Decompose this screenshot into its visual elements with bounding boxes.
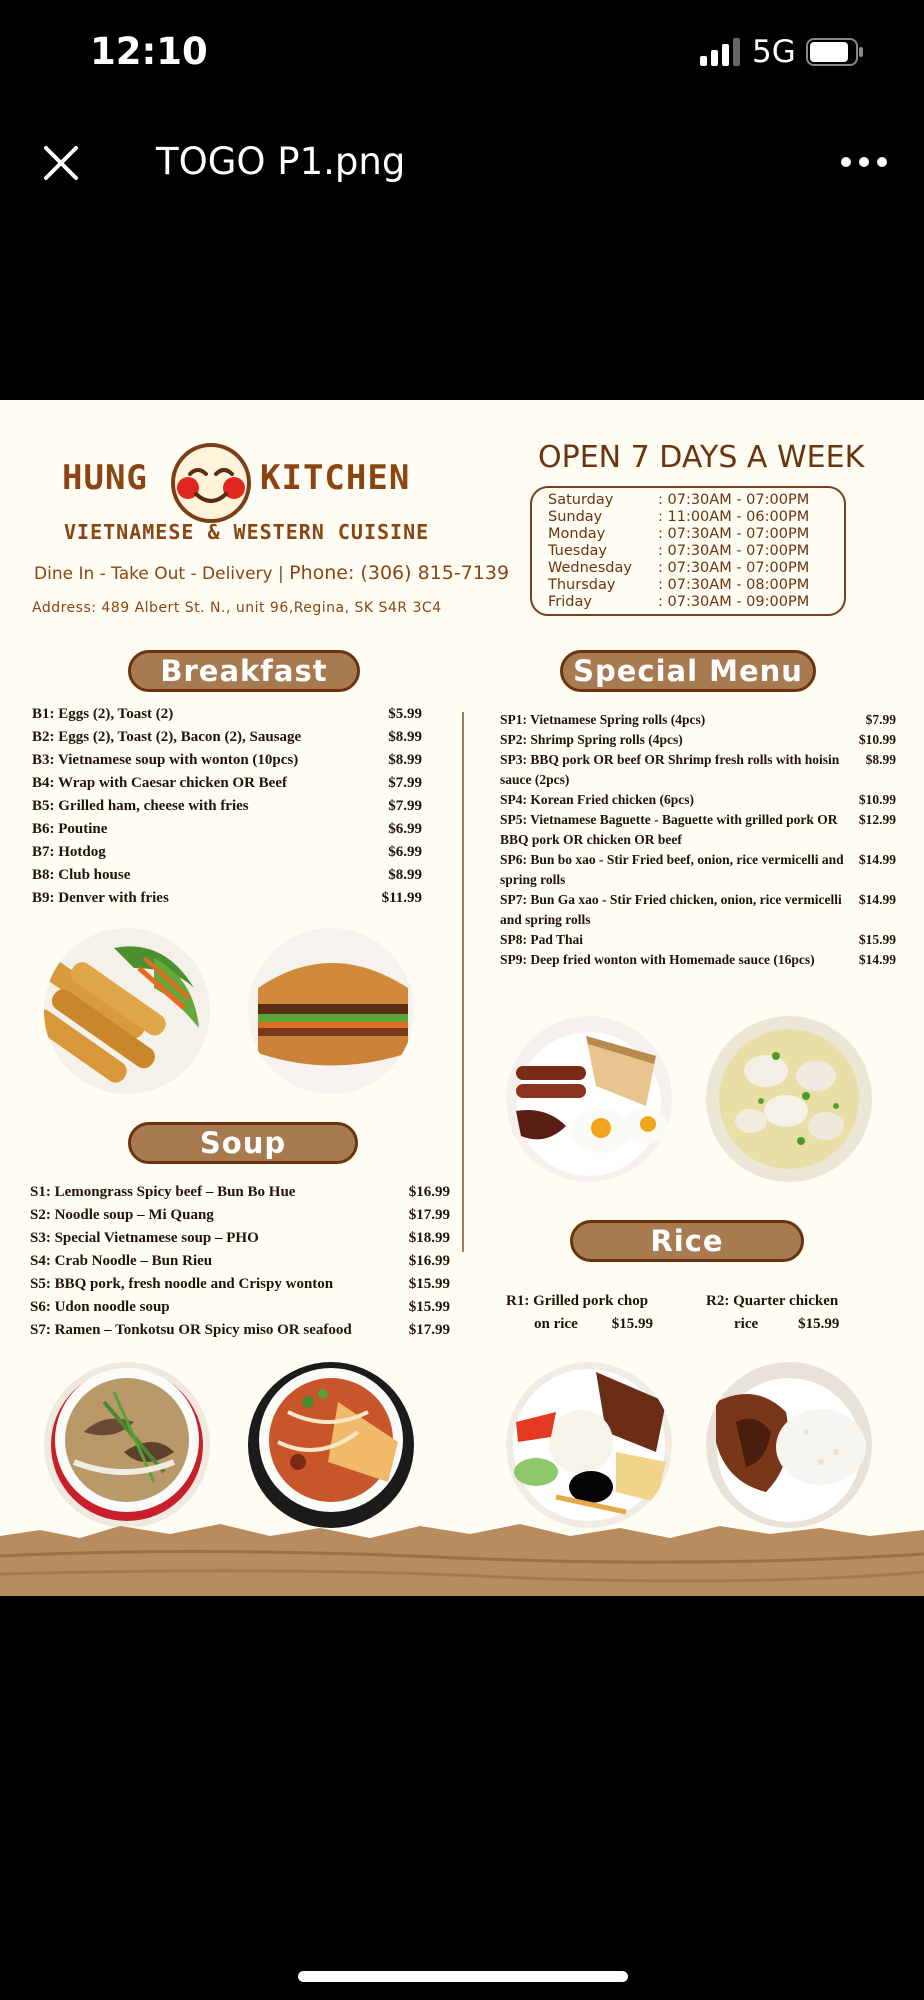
hours-time: : 11:00AM - 06:00PM [658,509,810,525]
special-list [500,710,896,970]
item-name: SP5: Vietnamese Baguette - Baguette with grilled pork OR BBQ pork OR chicken OR beef [500,812,838,847]
item-price: $16.99 [408,1184,450,1200]
hours-day: Friday [548,594,592,610]
hours-day: Wednesday [548,560,632,576]
file-title: TOGO P1.png [156,140,406,183]
item-price: $16.99 [408,1253,450,1269]
menu-item [30,1253,450,1276]
item-price: $8.99 [388,729,422,745]
menu-item [500,750,896,790]
item-price: $15.99 [858,932,896,947]
item-name: SP2: Shrimp Spring rolls (4pcs) [500,732,683,747]
brand-logo [50,450,450,520]
hours-day: Monday [548,526,606,542]
item-name: S5: BBQ pork, fresh noodle and Crispy wonton [30,1276,334,1292]
item-name: S3: Special Vietnamese soup – PHO [30,1230,259,1246]
item-price: $10.99 [858,792,896,807]
item-name: R2: Quarter chicken [706,1293,839,1309]
close-icon[interactable] [36,138,86,188]
hours-row [548,526,834,543]
menu-item [500,710,896,730]
hours-row [548,543,834,560]
network-type: 5G [752,34,796,70]
menu-item [32,729,422,752]
menu-image[interactable] [0,400,924,1596]
item-price: $11.99 [381,890,422,906]
item-name: B9: Denver with fries [32,890,169,906]
rice-heading: Rice [570,1220,804,1262]
pork-chop-rice-photo [506,1362,672,1528]
item-price: $14.99 [858,952,896,967]
item-name: S7: Ramen – Tonkotsu OR Spicy miso OR seafood [30,1322,352,1338]
item-name: SP9: Deep fried wonton with Homemade sauce (16pcs) [500,952,815,967]
item-name: R1: Grilled pork chop [506,1293,649,1309]
item-price: $7.99 [865,712,896,727]
menu-item [500,930,896,950]
menu-item [30,1207,450,1230]
home-indicator[interactable] [298,1971,628,1982]
special-menu-heading: Special Menu [560,650,816,692]
item-name: B7: Hotdog [32,844,106,860]
address-text: Address: 489 Albert St. N., unit 96,Regina, SK S4R 3C4 [32,600,442,616]
breakfast-plate-photo [506,1016,672,1182]
item-price: $17.99 [408,1322,450,1338]
contact-line [34,562,509,584]
item-name: B1: Eggs (2), Toast (2) [32,706,174,722]
menu-item [500,890,896,930]
wonton-soup-photo [706,1016,872,1182]
menu-item [500,730,896,750]
item-price: $8.99 [388,752,422,768]
spring-rolls-photo [44,928,210,1094]
item-price: $12.99 [858,812,896,827]
item-price: $15.99 [408,1276,450,1292]
quarter-chicken-rice-photo [706,1362,872,1528]
item-name: S2: Noodle soup – Mi Quang [30,1207,214,1223]
hours-time: : 07:30AM - 07:00PM [658,543,810,559]
smiley-logo-icon [170,442,252,524]
column-divider [462,712,464,1252]
item-name: S6: Udon noodle soup [30,1299,170,1315]
item-name: SP1: Vietnamese Spring rolls (4pcs) [500,712,706,727]
item-name: B4: Wrap with Caesar chicken OR Beef [32,775,287,791]
item-price: $15.99 [611,1316,653,1332]
brand-name-right: KITCHEN [260,458,411,498]
hours-time: : 07:30AM - 07:00PM [658,560,810,576]
soup-list [30,1184,450,1345]
menu-item [32,844,422,867]
brand-name-left: HUNG [62,458,148,498]
menu-item [32,706,422,729]
item-price: $15.99 [408,1299,450,1315]
item-name: B5: Grilled ham, cheese with fries [32,798,249,814]
item-name-line2: rice [734,1316,759,1332]
more-options-icon[interactable] [836,142,892,182]
item-name: B8: Club house [32,867,131,883]
breakfast-list [32,706,422,913]
hours-time: : 07:30AM - 09:00PM [658,594,810,610]
item-price: $14.99 [858,852,896,867]
hours-row [548,492,834,509]
hours-row [548,594,834,611]
item-price: $6.99 [388,821,422,837]
soup-heading: Soup [128,1122,358,1164]
hours-row [548,577,834,594]
viewer-header [0,120,924,200]
status-time: 12:10 [90,30,208,73]
battery-icon [806,38,864,66]
wood-texture-footer [0,1516,924,1596]
hours-day: Tuesday [548,543,607,559]
rice-item-r2 [706,1290,839,1336]
baguette-photo [248,928,414,1094]
menu-item [30,1276,450,1299]
item-price: $8.99 [388,867,422,883]
menu-item [32,890,422,913]
item-name-line2: on rice [534,1316,578,1332]
hours-day: Thursday [548,577,616,593]
item-price: $17.99 [408,1207,450,1223]
hours-time: : 07:30AM - 08:00PM [658,577,810,593]
breakfast-heading: Breakfast [128,650,360,692]
item-price: $5.99 [388,706,422,722]
menu-item [32,821,422,844]
item-name: B3: Vietnamese soup with wonton (10pcs) [32,752,299,768]
item-name: SP4: Korean Fried chicken (6pcs) [500,792,694,807]
hours-day: Saturday [548,492,614,508]
item-name: SP3: BBQ pork OR beef OR Shrimp fresh rolls with hoisin sauce (2pcs) [500,752,840,787]
item-price: $7.99 [388,798,422,814]
item-name: SP6: Bun bo xao - Stir Fried beef, onion, rice vermicelli and spring rolls [500,852,844,887]
pho-photo [44,1362,210,1528]
menu-item [500,790,896,810]
menu-item [500,850,896,890]
status-bar [0,0,924,100]
item-name: B6: Poutine [32,821,108,837]
item-name: B2: Eggs (2), Toast (2), Bacon (2), Sausage [32,729,302,745]
menu-item [500,950,896,970]
item-name: SP8: Pad Thai [500,932,584,947]
hours-box [530,486,846,616]
hours-day: Sunday [548,509,603,525]
item-price: $18.99 [408,1230,450,1246]
menu-item [30,1322,450,1345]
item-name: S1: Lemongrass Spicy beef – Bun Bo Hue [30,1184,296,1200]
item-name: SP7: Bun Ga xao - Stir Fried chicken, onion, rice vermicelli and spring rolls [500,892,842,927]
menu-item [30,1184,450,1207]
item-price: $6.99 [388,844,422,860]
item-price: $7.99 [388,775,422,791]
menu-item [32,867,422,890]
hours-row [548,560,834,577]
item-price: $14.99 [858,892,896,907]
menu-item [32,798,422,821]
item-price: $8.99 [865,752,896,767]
menu-item [32,752,422,775]
item-name: S4: Crab Noodle – Bun Rieu [30,1253,213,1269]
item-price: $15.99 [798,1316,840,1332]
menu-item [32,775,422,798]
hours-time: : 07:30AM - 07:00PM [658,492,810,508]
cuisine-tagline: VIETNAMESE & WESTERN CUISINE [64,520,430,544]
bun-bo-hue-photo [248,1362,414,1528]
open-days-title: OPEN 7 DAYS A WEEK [538,440,865,475]
item-price: $10.99 [858,732,896,747]
hours-row [548,509,834,526]
menu-item [30,1230,450,1253]
services-text: Dine In - Take Out - Delivery | [34,564,290,584]
menu-item [30,1299,450,1322]
phone-text: Phone: (306) 815-7139 [289,562,510,584]
rice-item-r1 [506,1290,653,1336]
signal-icon [700,38,742,66]
menu-item [500,810,896,850]
hours-time: : 07:30AM - 07:00PM [658,526,810,542]
